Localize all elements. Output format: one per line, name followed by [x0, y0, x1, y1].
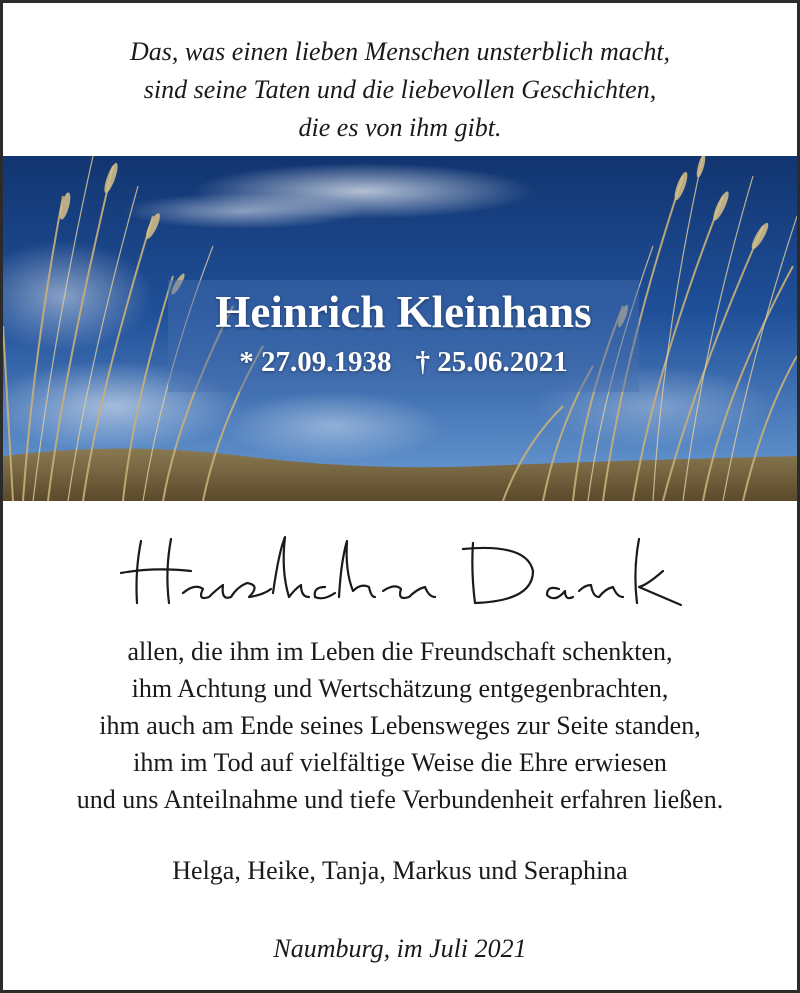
memorial-quote [3, 33, 797, 147]
message-line: allen, die ihm im Leben die Freundschaft schenkten, [127, 637, 673, 666]
sky-grass-photo [3, 156, 797, 501]
name-banner [168, 280, 639, 392]
death-date: † 25.06.2021 [415, 346, 568, 378]
place-date: Naumburg, im Juli 2021 [273, 934, 527, 963]
message-line: ihm im Tod auf vielfältige Weise die Ehre erwiesen [133, 748, 667, 777]
deceased-name: Heinrich Kleinhans [215, 287, 592, 337]
quote-line: die es von ihm gibt. [298, 113, 502, 142]
birth-date: * 27.09.1938 [239, 346, 392, 378]
message-line: ihm Achtung und Wertschätzung entgegenbrachten, [131, 674, 669, 703]
message-line: ihm auch am Ende seines Lebensweges zur Seite standen, [99, 711, 701, 740]
thanks-heading [113, 531, 693, 611]
thanks-message [3, 633, 797, 818]
signers: Helga, Heike, Tanja, Markus und Seraphina [172, 856, 628, 885]
quote-line: Das, was einen lieben Menschen unsterblich macht, [129, 37, 671, 66]
message-line: und uns Anteilnahme und tiefe Verbundenheit erfahren ließen. [76, 785, 724, 814]
life-dates [168, 342, 639, 382]
handwritten-thanks-image [113, 531, 693, 611]
quote-line: sind seine Taten und die liebevollen Geschichten, [143, 75, 657, 104]
